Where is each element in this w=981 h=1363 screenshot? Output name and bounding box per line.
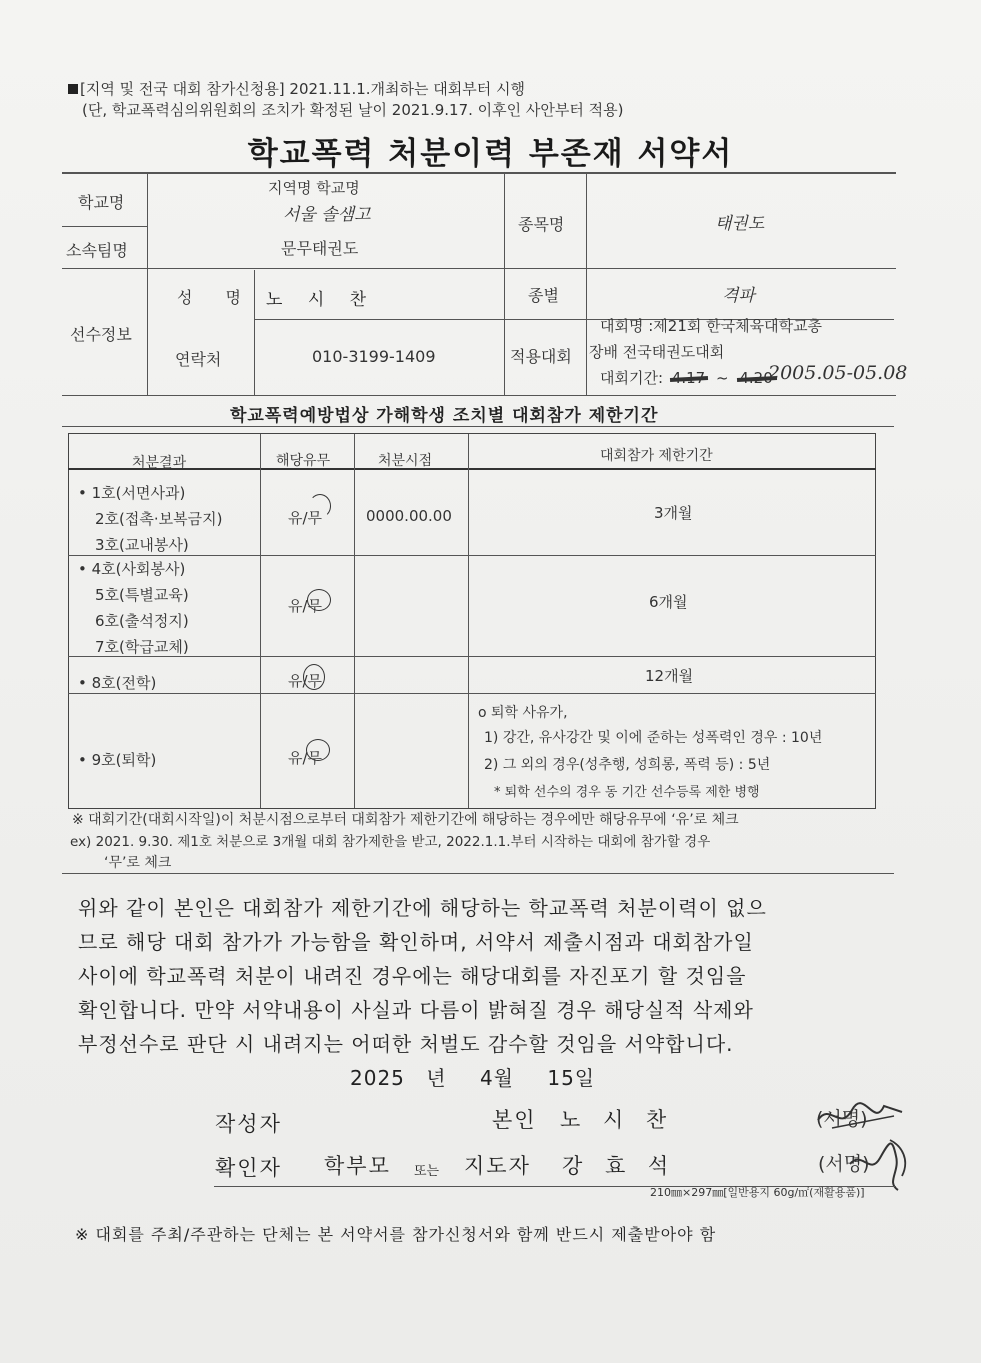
applicable-row-1: 유/무 <box>288 509 323 527</box>
applicable-row-2: 유/무 <box>288 597 323 615</box>
confirmer-or: 또는 <box>414 1164 440 1179</box>
struck-start-date <box>672 369 705 387</box>
name-value: 노 시 찬 <box>266 290 377 310</box>
school-value: 서울 솔샘고 <box>283 205 371 225</box>
confirmer-name: 강 효 석 <box>562 1154 677 1178</box>
table-row-divider-1 <box>68 555 876 556</box>
confirmer-role-coach: 지도자 <box>464 1154 531 1178</box>
period-row-4-line-2: 1) 강간, 유사강간 및 이에 준하는 성폭력인 경우 : 10년 <box>484 730 823 746</box>
date-day: 15일 <box>547 1066 596 1090</box>
competition-period <box>600 367 773 388</box>
info-table-col-divider-4 <box>586 173 587 395</box>
competition-name-line-1: 대회명 :제21회 한국체육대학교총 <box>600 317 823 335</box>
writer-label: 작성자 <box>215 1112 282 1136</box>
notice-line-1 <box>68 78 525 99</box>
period-row-1: 3개월 <box>654 504 693 522</box>
info-table-row-divider-1 <box>62 268 896 269</box>
table-col-divider-3 <box>468 434 469 808</box>
table-header-divider <box>68 468 876 470</box>
player-info-label: 선수정보 <box>70 325 132 344</box>
period-row-4-line-3: 2) 그 외의 경우(성추행, 성희롱, 폭력 등) : 5년 <box>484 757 771 773</box>
result-2: 2호(접촉·보복금지) <box>95 510 223 528</box>
result-3: 3호(교내봉사) <box>95 536 189 554</box>
kind-label: 종별 <box>528 286 559 305</box>
check-circle-mark <box>307 589 331 611</box>
table-header-result: 처분결과 <box>132 455 187 471</box>
date-month: 4월 <box>479 1066 514 1090</box>
document-title: 학교폭력 처분이력 부존재 서약서 <box>247 136 734 172</box>
result-9: • 9호(퇴학) <box>78 751 157 769</box>
note-line-3: ‘무’로 체크 <box>104 855 172 871</box>
pledge-line-5: 부정선수로 판단 시 내려지는 어떠한 처벌도 감수할 것임을 서약합니다. <box>78 1032 734 1056</box>
check-circle-mark <box>309 494 331 518</box>
notice-line-2: (단, 학교폭력심의위원회의 조치가 확정된 날이 2021.9.17. 이후인 사안부터 적용) <box>82 101 624 119</box>
contact-label: 연락처 <box>175 350 222 369</box>
table-row-divider-3 <box>68 693 876 694</box>
check-circle-mark <box>306 739 330 761</box>
team-label: 소속팀명 <box>66 241 128 260</box>
note-line-2: ex) 2021. 9.30. 제1호 처분으로 3개월 대회 참가제한을 받고, 2022.1.1.부터 시작하는 대회에 참가할 경우 <box>70 834 711 850</box>
date-year: 2025 <box>350 1066 405 1090</box>
note-line-1: ※ 대회기간(대회시작일)이 처분시점으로부터 대회참가 제한기간에 해당하는 경우에만 해당유무에 ‘유’로 체크 <box>72 812 739 828</box>
pledge-line-3: 사이에 학교폭력 처분이 내려진 경우에는 해당대회를 자진포기 할 것임을 <box>78 964 747 988</box>
table-header-time: 처분시점 <box>378 453 433 469</box>
paper-spec: 210㎜×297㎜[일반용지 60g/㎡(재활용품)] <box>650 1186 865 1199</box>
contact-value: 010-3199-1409 <box>312 347 436 366</box>
check-circle-mark <box>303 664 325 690</box>
table-col-divider-2 <box>354 434 355 808</box>
event-value: 태권도 <box>715 214 765 234</box>
applicable-row-3: 유/무 <box>288 672 323 690</box>
info-table-col-divider-3 <box>504 173 505 395</box>
pledge-line-4: 확인합니다. 만약 서약내용이 사실과 다름이 밝혀질 경우 해당실적 삭제와 <box>78 998 754 1022</box>
info-table-col-divider-1 <box>147 173 148 395</box>
pledge-line-2: 므로 해당 대회 참가가 가능함을 확인하며, 서약서 제출시점과 대회참가일 <box>78 930 754 954</box>
table-row-divider-2 <box>68 656 876 657</box>
result-7: 7호(학급교체) <box>95 638 189 656</box>
competition-name-line-2: 장배 전국태권도대회 <box>589 343 725 361</box>
result-5: 5호(특별교육) <box>95 586 189 604</box>
info-table-school-divider <box>62 226 147 227</box>
event-label: 종목명 <box>518 215 565 234</box>
period-tilde: ~ <box>715 369 729 387</box>
table-header-period: 대회참가 제한기간 <box>600 448 713 464</box>
writer-seal-label: (서명) <box>816 1108 868 1130</box>
square-bullet-icon <box>68 84 78 94</box>
competition-period-label: 대회기간: <box>600 369 664 387</box>
applicable-row-4: 유/무 <box>288 749 323 767</box>
writer-name: 노 시 찬 <box>560 1108 675 1132</box>
info-table-bottom-border <box>62 395 896 396</box>
confirmer-label: 확인자 <box>215 1156 282 1180</box>
name-label: 성 명 <box>177 288 255 307</box>
school-header: 지역명 학교명 <box>268 179 360 197</box>
period-row-3: 12개월 <box>645 667 694 685</box>
period-row-2: 6개월 <box>649 593 688 611</box>
time-row-1: 0000.00.00 <box>366 507 452 525</box>
disposition-table <box>68 433 876 809</box>
notes-underline <box>62 873 894 874</box>
period-row-4-line-1: o 퇴학 사유가, <box>478 705 568 721</box>
result-4: • 4호(사회봉사) <box>78 560 186 578</box>
pledge-date <box>350 1062 595 1091</box>
notice-line-1-text: [지역 및 전국 대회 참가신청용] 2021.11.1.개최하는 대회부터 시행 <box>80 80 525 98</box>
confirmer-seal-label: (서명) <box>818 1153 870 1175</box>
pledge-line-1: 위와 같이 본인은 대회참가 제한기간에 해당하는 학교폭력 처분이력이 없으 <box>78 896 767 920</box>
table-header-applicable: 해당유무 <box>276 453 331 469</box>
writer-role: 본인 <box>492 1108 537 1132</box>
section-title: 학교폭력예방법상 가해학생 조치별 대회참가 제한기간 <box>230 406 659 426</box>
applied-competition-label: 적용대회 <box>510 347 572 366</box>
date-year-unit: 년 <box>426 1066 447 1090</box>
section-underline <box>62 426 894 427</box>
period-row-4-line-4: * 퇴학 선수의 경우 동 기간 선수등록 제한 병행 <box>494 785 760 800</box>
confirmer-role-parent: 학부모 <box>324 1154 391 1178</box>
school-label: 학교명 <box>78 193 125 212</box>
footer-note: ※ 대회를 주최/주관하는 단체는 본 서약서를 참가신청서와 함께 반드시 제출받아야 함 <box>75 1225 717 1244</box>
table-col-divider-1 <box>260 434 261 808</box>
competition-period-handwritten: 2005.05-05.08 <box>768 362 908 384</box>
result-1: • 1호(서면사과) <box>78 484 186 502</box>
team-value: 문무태권도 <box>281 239 359 258</box>
info-table-top-border <box>62 172 896 174</box>
result-8: • 8호(전학) <box>78 674 157 692</box>
kind-value: 격파 <box>722 286 755 306</box>
result-6: 6호(출석정지) <box>95 612 189 630</box>
